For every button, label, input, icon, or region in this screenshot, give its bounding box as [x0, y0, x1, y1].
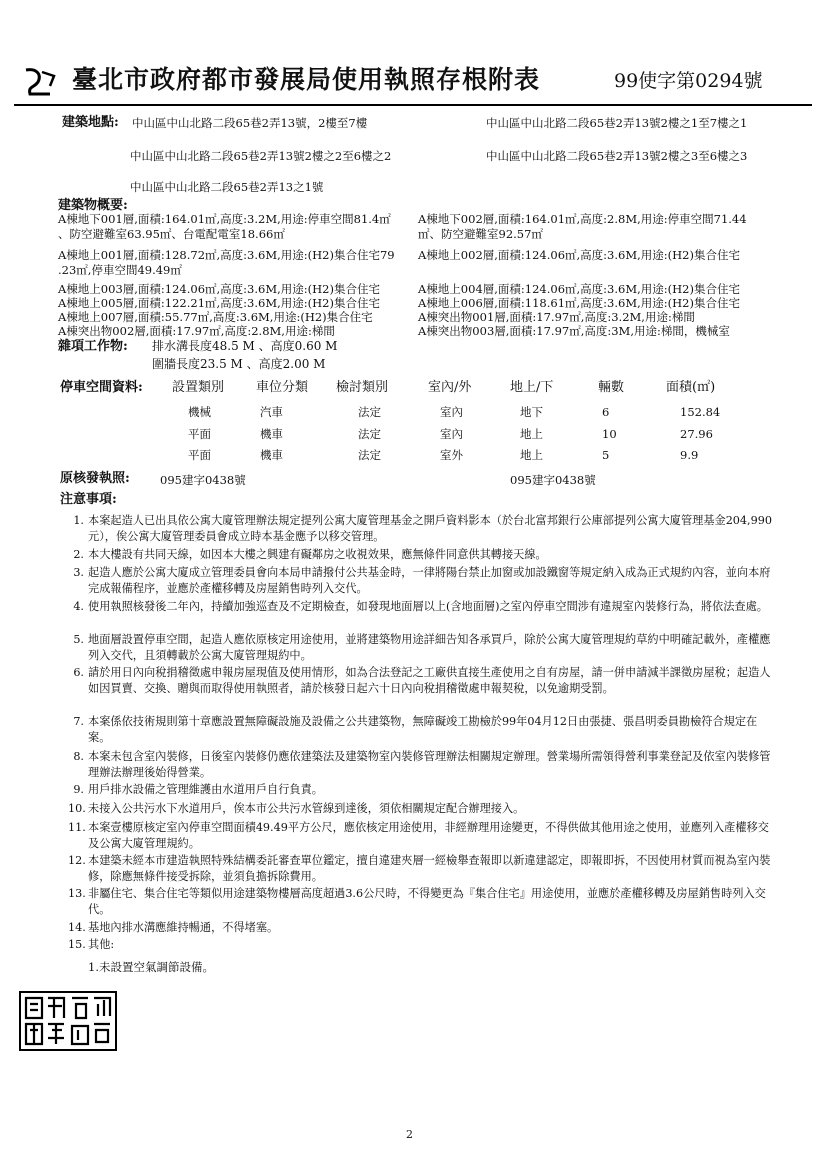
note-item — [68, 886, 778, 917]
misc-label: 雜項工作物: — [58, 339, 128, 354]
building-line: A棟地上005層,面積:122.21㎡,高度:3.6M,用途:(H2)集合住宅 — [58, 296, 380, 310]
city-emblem-icon — [20, 66, 60, 100]
note-item — [68, 565, 778, 596]
note-text: 用戶排水設備之管理維護由水道用戶自行負責。 — [88, 783, 323, 796]
parking-label: 停車空間資料: — [60, 380, 143, 395]
building-line: .23㎡,停車空間49.49㎡ — [58, 263, 182, 277]
parking-cell: 汽車 — [260, 405, 283, 419]
parking-cell: 地上 — [520, 427, 543, 441]
parking-cell: 室外 — [440, 448, 463, 462]
building-line: A棟地下002層,面積:164.01㎡,高度:2.8M,用途:停車空間71.44 — [418, 212, 747, 226]
parking-cell: 6 — [602, 405, 610, 419]
note-number: 14. — [68, 921, 86, 934]
parking-cell: 9.9 — [680, 448, 699, 462]
header — [14, 58, 812, 106]
original-permit-label: 原核發執照: — [60, 471, 130, 486]
building-line: 、防空避難室63.95㎡、台電配電室18.66㎡ — [58, 227, 285, 241]
notes-label: 注意事項: — [60, 492, 117, 507]
note-text: 本大樓設有共同天線，如因本大樓之興建有礙鄰房之收視效果，應無條件同意供其轉接天線。 — [88, 548, 547, 561]
note-text: 請於用日內向稅捐稽徵處申報房屋現值及使用情形，如為合法登記之工廠供直接生產使用之自有房屋，請一併申請減半課徵房屋稅；起造人如因買賣、交換、贈與而取得使用執照者，請於核發日起六十日內向稅捐稽徵處申報契稅，以免逾期受罰。 — [88, 666, 771, 695]
parking-cell: 平面 — [188, 427, 211, 441]
address-item: 中山區中山北路二段65巷2弄13號2樓之2至6樓之2 — [130, 149, 392, 163]
note-number: 1. — [73, 514, 84, 527]
note-item — [68, 599, 778, 615]
note-number: 5. — [73, 633, 84, 646]
official-seal — [18, 990, 118, 1052]
address-item: 中山區中山北路二段65巷2弄13號2樓之3至6樓之3 — [486, 149, 748, 163]
note-number: 10. — [68, 802, 86, 815]
parking-cell: 10 — [602, 427, 617, 441]
note-item — [68, 782, 778, 798]
misc-line: 圍牆長度23.5 M 、高度2.00 M — [152, 357, 326, 371]
parking-header-cell: 地上/下 — [510, 380, 554, 395]
parking-cell: 平面 — [188, 448, 211, 462]
note-text: 本案未包含室內裝修，日後室內裝修仍應依建築法及建築物室內裝修管理辦法相關規定辦理。營業場所需領得營利事業登記及依室內裝修管理辦法辦理後始得營業。 — [88, 750, 771, 779]
note-text: 起造人應於公寓大廈成立管理委員會向本局申請撥付公共基金時，一律將陽台禁止加窗或加設鐵窗等規定納入成為正式規約內容，並向本府完成報備程序，並應於產權移轉及房屋銷售時列入交代。 — [88, 566, 771, 595]
parking-cell: 27.96 — [680, 427, 713, 441]
note-item — [68, 513, 778, 544]
note-number: 8. — [73, 750, 84, 763]
permit-number: 99使字第0294號 — [614, 70, 763, 92]
building-line: A棟地上002層,面積:124.06㎡,高度:3.6M,用途:(H2)集合住宅 — [418, 248, 740, 262]
original-permit-right: 095建字0438號 — [510, 473, 596, 487]
parking-cell: 地上 — [520, 448, 543, 462]
parking-header-cell: 檢討類別 — [336, 380, 389, 395]
note-text: 未接入公共污水下水道用戶，俟本市公共污水管線到達後，須依相關規定配合辦理接入。 — [88, 802, 525, 815]
parking-cell: 地下 — [520, 405, 543, 419]
note-item — [68, 714, 778, 745]
building-line: A棟地上003層,面積:124.06㎡,高度:3.6M,用途:(H2)集合住宅 — [58, 282, 380, 296]
note-number: 9. — [73, 783, 84, 796]
note-text: 其他: — [88, 938, 115, 951]
address-item: 中山區中山北路二段65巷2弄13號2樓之1至7樓之1 — [486, 116, 748, 130]
parking-header-cell: 面積(㎡) — [666, 380, 716, 395]
note-item — [68, 632, 778, 663]
building-label: 建築物概要: — [58, 198, 128, 213]
note-text: 非屬住宅、集合住宅等類似用途建築物樓層高度超過3.6公尺時，不得變更為『集合住宅』用途使用，並應於產權移轉及房屋銷售時列入交代。 — [88, 887, 766, 916]
parking-header-cell: 輛數 — [598, 380, 625, 395]
notes-other: 1.未設置空氣調節設備。 — [88, 960, 214, 974]
parking-header-cell: 室內/外 — [428, 380, 472, 395]
parking-cell: 室內 — [440, 427, 463, 441]
building-line: A棟突出物003層,面積:17.97㎡,高度:3M,用途:梯間，機械室 — [418, 324, 730, 338]
note-text: 本建築未經本市建造執照特殊結構委託審查單位鑑定，擅自違建夾層一經檢舉查報即以新違建認定，即報即拆，不因使用材質而視為室內裝修，除應無條件接受拆除，並須負擔拆除費用。 — [88, 854, 771, 883]
parking-header-cell: 車位分類 — [256, 380, 309, 395]
parking-cell: 機械 — [188, 405, 211, 419]
parking-cell: 機車 — [260, 427, 283, 441]
parking-cell: 機車 — [260, 448, 283, 462]
note-number: 15. — [68, 938, 86, 951]
original-permit-left: 095建字0438號 — [160, 473, 246, 487]
note-item — [68, 853, 778, 884]
page-title: 臺北市政府都市發展局使用執照存根附表 — [72, 65, 541, 94]
note-item — [68, 665, 778, 696]
address-label: 建築地點: — [62, 115, 119, 130]
note-text: 使用執照核發後二年內，持續加強巡查及不定期檢查，如發現地面層以上(含地面層)之室內停車空間涉有違規室內裝修行為，將依法查處。 — [88, 600, 768, 613]
note-number: 12. — [68, 854, 86, 867]
note-item — [68, 920, 778, 936]
note-number: 3. — [73, 566, 84, 579]
note-number: 6. — [73, 666, 84, 679]
building-line: A棟地上006層,面積:118.61㎡,高度:3.6M,用途:(H2)集合住宅 — [418, 296, 740, 310]
note-text: 地面層設置停車空間，起造人應依原核定用途使用，並將建築物用途詳細告知各承買戶，除於公寓大廈管理規約草約中明確記載外，產權應列入交代，且須轉載於公寓大廈管理規約中。 — [88, 633, 771, 662]
address-item: 中山區中山北路二段65巷2弄13之1號 — [130, 180, 324, 194]
note-item — [68, 801, 778, 817]
building-line: ㎡、防空避難室92.57㎡ — [418, 227, 543, 241]
building-line: A棟地上007層,面積:55.77㎡,高度:3.6M,用途:(H2)集合住宅 — [58, 310, 373, 324]
note-item — [68, 547, 778, 563]
note-number: 11. — [68, 821, 86, 834]
note-item — [68, 749, 778, 780]
note-number: 7. — [73, 715, 84, 728]
parking-cell: 法定 — [358, 405, 381, 419]
address-item: 中山區中山北路二段65巷2弄13號，2樓至7樓 — [132, 116, 368, 130]
building-line: A棟地下001層,面積:164.01㎡,高度:3.2M,用途:停車空間81.4㎡ — [58, 212, 391, 226]
note-text: 本案起造人已出具依公寓大廈管理辦法規定提列公寓大廈管理基金之開戶資料影本（於台北富邦銀行公庫部提列公寓大廈管理基金204,990元），俟公寓大廈管理委員會成立時本基金應予以移交管理。 — [88, 514, 772, 543]
building-line: A棟突出物002層,面積:17.97㎡,高度:2.8M,用途:梯間 — [58, 324, 335, 338]
building-line: A棟突出物001層,面積:17.97㎡,高度:3.2M,用途:梯間 — [418, 310, 695, 324]
note-number: 4. — [73, 600, 84, 613]
parking-header-cell: 設置類別 — [172, 380, 225, 395]
building-line: A棟地上004層,面積:124.06㎡,高度:3.6M,用途:(H2)集合住宅 — [418, 282, 740, 296]
note-item — [68, 937, 778, 953]
note-text: 本案係依技術規則第十章應設置無障礙設施及設備之公共建築物，無障礙竣工勘檢於99年04月12日由張捷、張昌明委員勘檢符合規定在案。 — [88, 715, 758, 744]
note-number: 13. — [68, 887, 86, 900]
note-text: 基地內排水溝應維持暢通，不得堵塞。 — [88, 921, 279, 934]
note-number: 2. — [73, 548, 84, 561]
parking-cell: 室內 — [440, 405, 463, 419]
note-item — [68, 820, 778, 851]
note-text: 本案壹樓原核定室內停車空間面積49.49平方公尺，應依核定用途使用，非經辦理用途變更，不得供做其他用途之使用，並應列入產權移交及公寓大廈管理規約。 — [88, 821, 769, 850]
misc-line: 排水溝長度48.5 M 、高度0.60 M — [152, 339, 338, 353]
parking-cell: 法定 — [358, 448, 381, 462]
parking-cell: 5 — [602, 448, 610, 462]
parking-cell: 法定 — [358, 427, 381, 441]
page-number: 2 — [406, 1128, 413, 1141]
parking-cell: 152.84 — [680, 405, 721, 419]
building-line: A棟地上001層,面積:128.72㎡,高度:3.6M,用途:(H2)集合住宅79 — [58, 248, 395, 262]
